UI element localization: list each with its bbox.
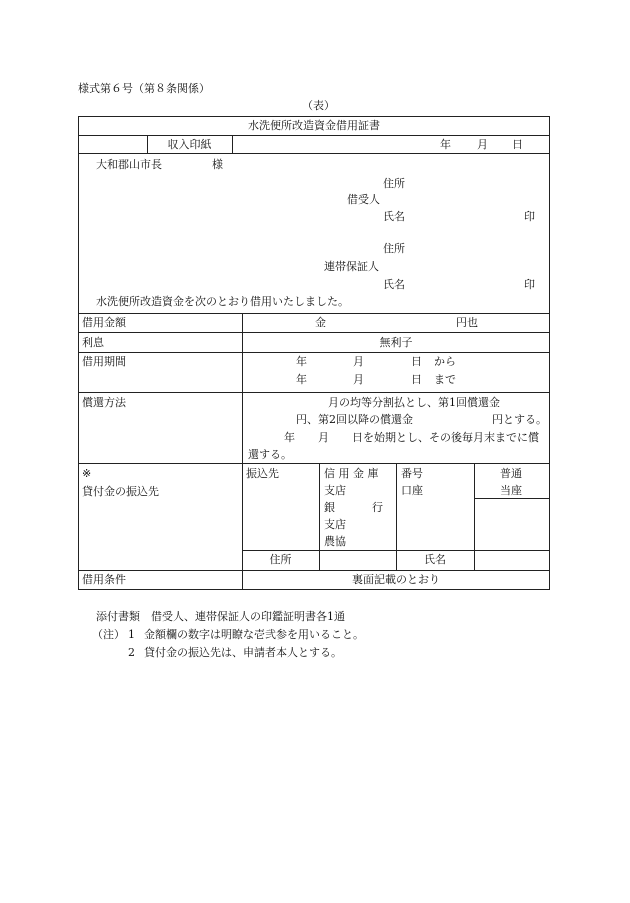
account-label: 口座 xyxy=(401,484,423,497)
period-to-month: 月 xyxy=(353,373,364,386)
rule xyxy=(78,392,550,393)
repayment-start-day: 日を始期とし、その後毎月末までに償 xyxy=(352,431,539,444)
rule xyxy=(78,153,550,154)
transfer-mark: ※ xyxy=(82,467,92,480)
guarantor-role: 連帯保証人 xyxy=(324,260,379,273)
rule xyxy=(242,313,243,590)
period-label: 借用期間 xyxy=(82,355,126,368)
note-2-number: 2 xyxy=(128,646,135,659)
rule xyxy=(78,135,550,136)
repayment-label: 償還方法 xyxy=(82,396,126,409)
bank-type-ginko-1: 銀 xyxy=(324,501,335,514)
note-2-text: 貸付金の振込先は、申請者本人とする。 xyxy=(144,646,342,659)
rule xyxy=(78,332,550,333)
guarantor-name-label: 氏名 xyxy=(383,278,405,291)
date-day: 日 xyxy=(512,138,523,151)
statement: 水洗便所改造資金を次のとおり借用いたしました。 xyxy=(96,295,349,308)
form-title: 水洗便所改造資金借用証書 xyxy=(248,119,380,132)
amount-prefix: 金 xyxy=(315,316,326,329)
period-to-year: 年 xyxy=(296,373,307,386)
bank-branch-1: 支店 xyxy=(324,484,346,497)
transfer-address-label: 住所 xyxy=(269,553,292,566)
honorific: 様 xyxy=(212,158,223,171)
rule xyxy=(78,352,550,353)
repayment-start-month: 月 xyxy=(318,431,329,444)
notes-label: （注） xyxy=(92,628,125,641)
borrower-role: 借受人 xyxy=(347,193,380,206)
period-from-month: 月 xyxy=(353,355,364,368)
period-from-year: 年 xyxy=(296,355,307,368)
transfer-name-label: 氏名 xyxy=(424,553,446,566)
account-type-ordinary: 普通 xyxy=(500,467,522,480)
period-from-day: 日 xyxy=(411,355,422,368)
guarantor-seal: 印 xyxy=(524,278,535,291)
transfer-dest-label: 振込先 xyxy=(246,467,279,480)
bank-type-ginko-2: 行 xyxy=(372,501,383,514)
repayment-line4: 還する。 xyxy=(248,448,292,461)
addressee: 大和郡山市長 xyxy=(96,158,162,171)
rule xyxy=(474,498,550,499)
form-number: 様式第６号（第８条関係） xyxy=(78,82,210,95)
guarantor-address-label: 住所 xyxy=(383,242,405,255)
loan-certificate-table xyxy=(78,116,550,590)
repayment-line2b: 円とする。 xyxy=(492,413,547,426)
note-1-text: 金額欄の数字は明瞭な壱弐参を用いること。 xyxy=(144,628,364,641)
account-type-current: 当座 xyxy=(500,484,522,497)
conditions-label: 借用条件 xyxy=(82,573,126,586)
repayment-line2a: 円、第2回以降の償還金 xyxy=(296,413,413,426)
amount-label: 借用金額 xyxy=(82,316,126,329)
rule xyxy=(78,463,550,464)
amount-suffix: 円也 xyxy=(456,316,478,329)
period-to-suffix: まで xyxy=(434,373,456,386)
interest-label: 利息 xyxy=(82,336,104,349)
conditions-value: 裏面記載のとおり xyxy=(352,573,440,586)
note-1-number: 1 xyxy=(128,628,135,641)
interest-value: 無利子 xyxy=(379,336,413,349)
bank-branch-2: 支店 xyxy=(324,518,346,531)
borrower-address-label: 住所 xyxy=(383,177,405,190)
rule xyxy=(319,463,320,570)
bank-type-shinkin: 信 用 金 庫 xyxy=(324,467,379,480)
side-label: （表） xyxy=(302,99,335,112)
bank-type-nokyo: 農協 xyxy=(324,535,346,548)
borrower-name-label: 氏名 xyxy=(383,210,405,223)
attachments: 添付書類 借受人、連帯保証人の印鑑証明書各1通 xyxy=(96,610,345,623)
date-year: 年 xyxy=(440,138,451,151)
revenue-stamp-label: 収入印紙 xyxy=(167,138,212,151)
period-from-suffix: から xyxy=(434,355,456,368)
transfer-label: 貸付金の振込先 xyxy=(82,485,159,498)
rule xyxy=(232,135,233,153)
rule xyxy=(78,570,550,571)
borrower-seal: 印 xyxy=(524,210,535,223)
rule xyxy=(78,313,550,314)
date-month: 月 xyxy=(477,138,488,151)
account-number-label: 番号 xyxy=(401,467,423,480)
rule xyxy=(474,463,475,570)
repayment-start-year: 年 xyxy=(284,431,295,444)
repayment-line1: 月の均等分割払とし、第1回償還金 xyxy=(328,396,500,409)
period-to-day: 日 xyxy=(411,373,422,386)
